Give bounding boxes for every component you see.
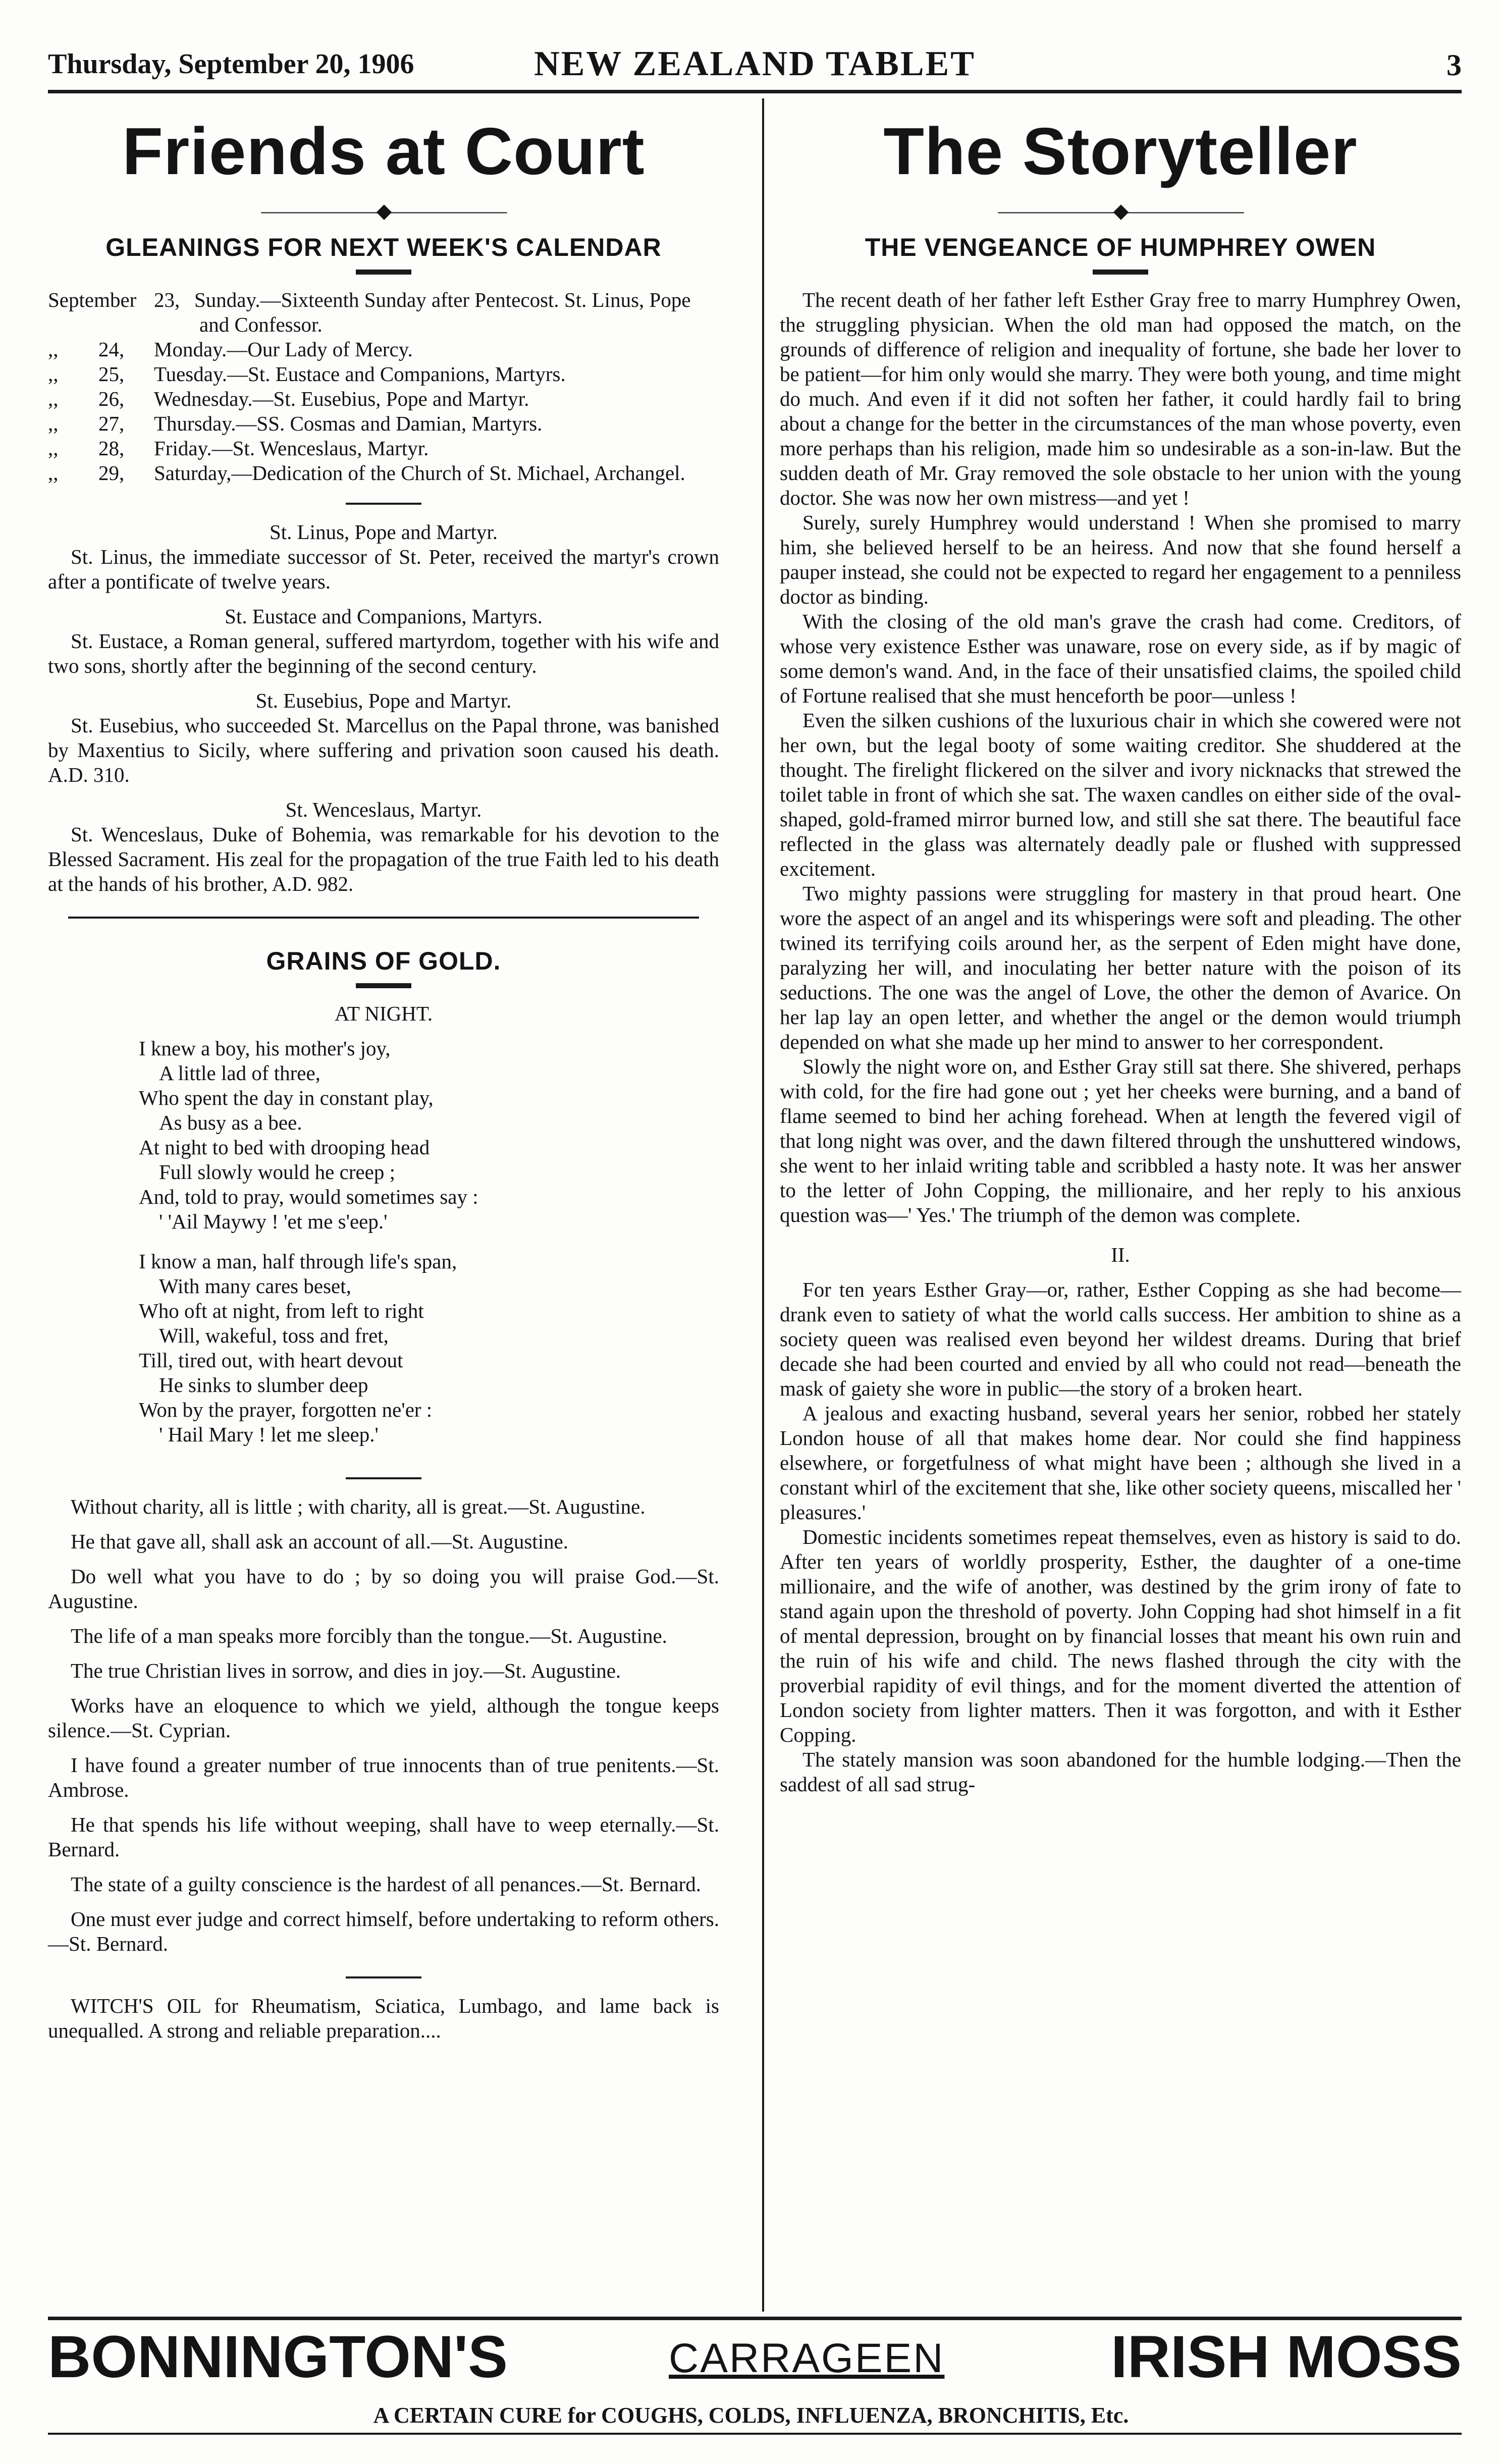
tagline-rule — [48, 2433, 1462, 2435]
poem-line: With many cares beset, — [159, 1274, 351, 1298]
story-paragraph: A jealous and exacting husband, several years her senior, robbed her stately London house of all that makes home dear. Nor could she find happiness elsewhere, or forgetfulness of what might have been ; although she lived in a constant whirl of the excitement that she, like other society queens, miscalled her ' pleasures.' — [780, 1402, 1461, 1524]
calendar-day: 26, — [98, 387, 125, 410]
poem-line: Full slowly would he creep ; — [159, 1160, 396, 1184]
story-paragraph: With the closing of the old man's grave the crash had come. Creditors, of whose very existence Esther was unaware, rose on every side, as if by magic of some demon's wand. And, in the face of their unsatisfied claims, the spoiled child of Fortune realised that she must henceforth be poor—unless ! — [780, 610, 1461, 707]
calendar-entry: Wednesday.—St. Eusebius, Pope and Martyr. — [154, 387, 529, 410]
storyteller-title: The Storyteller — [883, 114, 1358, 188]
story-title: THE VENGEANCE OF HUMPHREY OWEN — [865, 233, 1376, 261]
poem-line: Till, tired out, with heart devout — [139, 1349, 403, 1372]
poem-line: I know a man, half through life's span, — [139, 1250, 457, 1273]
saint-text: St. Linus, the immediate successor of St. Peter, received the martyr's crown after a pontificate of twelve years. — [48, 545, 719, 593]
quote-paragraph: I have found a greater number of true innocents than of true penitents.—St. Ambrose. — [48, 1753, 719, 1801]
section-rule — [68, 917, 699, 919]
poem-line: Who oft at night, from left to right — [139, 1299, 424, 1322]
poem-line: At night to bed with drooping head — [139, 1136, 430, 1159]
calendar-month-mark: ,, — [48, 387, 59, 410]
poem-line: As busy as a bee. — [159, 1111, 302, 1134]
calendar-entry: Thursday.—SS. Cosmas and Damian, Martyrs. — [154, 412, 543, 435]
calendar-month-mark: ,, — [48, 461, 59, 485]
poem-stanza — [139, 1036, 719, 1234]
friends-at-court-title: Friends at Court — [122, 114, 645, 188]
advert-product-carrageen: CARRAGEEN — [669, 2335, 945, 2381]
poem-line: Won by the prayer, forgotten ne'er : — [139, 1398, 433, 1421]
poem-title: AT NIGHT. — [334, 1002, 433, 1025]
calendar-row — [48, 411, 719, 436]
poem-line: ' Hail Mary ! let me sleep.' — [159, 1423, 379, 1446]
quote-paragraph: Works have an eloquence to which we yield, although the tongue keeps silence.—St. Cyprian. — [48, 1694, 719, 1742]
right-column — [780, 96, 1461, 1797]
calendar-entry: Monday.—Our Lady of Mercy. — [154, 338, 413, 361]
section-rule — [346, 503, 421, 505]
story-paragraph: For ten years Esther Gray—or, rather, Esther Copping as she had become—drank even to satiety of what the world calls success. Her ambition to shine as a society queen was realised even beyond her wildest dreams. During that brief decade she had been courted and envied by all who could not read—beneath the mask of gaiety she wore in public—the story of a broken heart. — [780, 1278, 1461, 1400]
calendar-month-mark: ,, — [48, 437, 59, 460]
calendar-day: 27, — [98, 412, 125, 435]
poem-line: I knew a boy, his mother's joy, — [139, 1037, 391, 1060]
story-paragraph: Even the silken cushions of the luxurious chair in which she cowered were not her own, but the legal booty of some waiting creditor. She shuddered at the thought. The firelight flickered on the silver and ivory nicknacks that strewed the toilet table in front of which she sat. The waxen candles on either side of the oval-shaped, gold-framed mirror burned low, and still she sat there. The beautiful face reflected in the glass was alternately deadly pale or flushed with suppressed excitement. — [780, 709, 1461, 880]
calendar-list — [48, 288, 719, 486]
header-rule — [48, 90, 1462, 93]
saint-text: St. Eustace, a Roman general, suffered martyrdom, together with his wife and two sons, shortly after the beginning of the second century. — [48, 629, 719, 677]
story-paragraph: Surely, surely Humphrey would understand ! When she promised to marry him, she believed herself to be an heiress. And now that she found herself a pauper instead, she could not be expected to regard her engagement to a penniless doctor as binding. — [780, 511, 1461, 608]
saint-text: St. Wenceslaus, Duke of Bohemia, was remarkable for his devotion to the Blessed Sacrament. His zeal for the propagation of the true Faith led to his death at the hands of his brother, A.D. 982. — [48, 823, 719, 895]
witchs-oil-advert: WITCH'S OIL for Rheumatism, Sciatica, Lumbago, and lame back is unequalled. A strong and reliable preparation.... — [48, 1994, 719, 2042]
saint-text: St. Eusebius, who succeeded St. Marcellus on the Papal throne, was banished by Maxentius to Sicily, where suffering and privation soon caused his death. A.D. 310. — [48, 714, 719, 786]
calendar-row — [48, 362, 719, 387]
advert-brand: BONNINGTON'S — [48, 2324, 508, 2390]
calendar-entry: Friday.—St. Wenceslaus, Martyr. — [154, 437, 429, 460]
footer-advert — [48, 2319, 1462, 2395]
quotes-list — [48, 1494, 719, 1956]
calendar-day: 29, — [98, 461, 125, 485]
calendar-entry: Saturday,—Dedication of the Church of St. Michael, Archangel. — [154, 461, 685, 485]
calendar-row — [48, 436, 719, 461]
ornament-rule: ——————◆—————— — [998, 199, 1243, 222]
publication-name: NEW ZEALAND TABLET — [534, 44, 976, 83]
calendar-row — [48, 461, 719, 486]
calendar-row — [48, 387, 719, 411]
issue-date: Thursday, September 20, 1906 — [48, 48, 414, 80]
calendar-month-mark: ,, — [48, 338, 59, 361]
story-paragraph: Slowly the night wore on, and Esther Gray still sat there. She shivered, perhaps with cold, for the fire had gone out ; yet her cheeks were burning, and a band of flame seemed to bind her aching forehead. When at length the fevered vigil of that long night was over, and the dawn filtered through the unshuttered windows, she went to her inlaid writing table and scribbled a hasty note. It was her answer to the letter of John Copping, the millionaire, and her reply to his anxious question was—' Yes.' The triumph of the demon was complete. — [780, 1055, 1461, 1226]
calendar-subtitle: GLEANINGS FOR NEXT WEEK'S CALENDAR — [105, 233, 662, 261]
story-paragraph: The recent death of her father left Esther Gray free to marry Humphrey Owen, the struggling physician. When the old man had opposed the match, on the grounds of difference of religion and inequality of fortune, she bade her lover to be patient—for him only would she marry. They were both young, and time might do much. And even if it did not soften her father, it could hardly fail to bring about a change for the better in the circumstances of the man whose poverty, even more perhaps than his religion, made him so undesirable as a son-in-law. But the sudden death of Mr. Gray removed the sole obstacle to her union with the young doctor. She was now her own mistress—and yet ! — [780, 288, 1461, 509]
part-heading: II. — [1111, 1243, 1130, 1266]
poem-stanza — [139, 1249, 719, 1447]
section-rule — [346, 1477, 421, 1479]
quote-paragraph: Do well what you have to do ; by so doing you will praise God.—St. Augustine. — [48, 1565, 719, 1613]
left-column — [48, 96, 719, 2043]
saint-heading: St. Eusebius, Pope and Martyr. — [255, 689, 512, 712]
short-dash — [356, 270, 411, 275]
calendar-entry: Tuesday.—St. Eustace and Companions, Martyrs. — [154, 362, 566, 386]
story-part-2 — [780, 1277, 1461, 1797]
calendar-day: 23, — [154, 288, 180, 311]
advert-product-irish-moss: IRISH MOSS — [1111, 2324, 1462, 2390]
story-paragraph: Domestic incidents sometimes repeat themselves, even as history is said to do. After ten years of worldly prosperity, Esther, the daughter of a one-time millionaire, and the wife of another, was destined by the grim irony of fate to stand again upon the threshold of poverty. John Copping had shot himself in a fit of mental depression, brought on by financial losses that meant his own ruin and the ruin of his wife and child. The news flashed through the city with the proverbial rapidity of evil things, and for the moment diverted the attention of London society from lighter matters. Then it was forgotton, and with it Esther Copping. — [780, 1525, 1461, 1746]
quote-paragraph: He that spends his life without weeping, shall have to weep eternally.—St. Bernard. — [48, 1813, 719, 1861]
saint-heading: St. Linus, Pope and Martyr. — [269, 520, 498, 544]
poem-line: Will, wakeful, toss and fret, — [159, 1324, 389, 1347]
saints-section — [48, 520, 719, 896]
calendar-row — [48, 337, 719, 362]
quote-paragraph: Without charity, all is little ; with charity, all is great.—St. Augustine. — [71, 1495, 646, 1518]
poem-line: He sinks to slumber deep — [159, 1373, 368, 1397]
calendar-day: 24, — [98, 338, 125, 361]
calendar-month-mark: ,, — [48, 362, 59, 386]
poem-line: And, told to pray, would sometimes say : — [139, 1185, 478, 1208]
running-header — [48, 44, 1462, 88]
poem-line: A little lad of three, — [159, 1061, 320, 1085]
story-part-1 — [780, 288, 1461, 1227]
quote-paragraph: The true Christian lives in sorrow, and dies in joy.—St. Augustine. — [71, 1659, 621, 1682]
story-paragraph: Two mighty passions were struggling for mastery in that proud heart. One wore the aspect of an angel and its whisperings were soft and pleading. The other twined its terrifying coils around her, as the serpent of Eden might have done, paralyzing her will, and inoculating her better nature with the poison of its seductions. The one was the angel of Love, the other the demon of Avarice. On her lap lay an open letter, and whether the angel or the demon would triumph depended on what she made up her mind to answer to her correspondent. — [780, 882, 1461, 1053]
short-dash — [356, 983, 411, 988]
grains-of-gold-title: GRAINS OF GOLD. — [266, 947, 501, 975]
short-dash — [1093, 270, 1148, 275]
quote-paragraph: He that gave all, shall ask an account of all.—St. Augustine. — [71, 1530, 569, 1553]
calendar-row — [48, 288, 719, 337]
story-paragraph: The stately mansion was soon abandoned for the humble lodging.—Then the saddest of all sad strug- — [780, 1748, 1461, 1796]
calendar-month-mark: September — [48, 288, 137, 311]
saint-heading: St. Wenceslaus, Martyr. — [285, 798, 482, 821]
saint-heading: St. Eustace and Companions, Martyrs. — [225, 605, 543, 628]
section-rule — [346, 1976, 421, 1978]
calendar-entry: Sunday.—Sixteenth Sunday after Pentecost. St. Linus, Pope and Confessor. — [194, 288, 691, 336]
calendar-month-mark: ,, — [48, 412, 59, 435]
column-divider — [762, 98, 764, 2312]
quote-paragraph: The state of a guilty conscience is the hardest of all penances.—St. Bernard. — [71, 1872, 701, 1896]
poem-line: Who spent the day in constant play, — [139, 1086, 434, 1109]
quote-paragraph: The life of a man speaks more forcibly than the tongue.—St. Augustine. — [71, 1624, 667, 1647]
advert-tagline: A CERTAIN CURE for COUGHS, COLDS, INFLUENZA, BRONCHITIS, Etc. — [373, 2403, 1129, 2428]
calendar-day: 25, — [98, 362, 125, 386]
poem-line: ' 'Ail Maywy ! 'et me s'eep.' — [159, 1210, 388, 1233]
calendar-day: 28, — [98, 437, 125, 460]
quote-paragraph: One must ever judge and correct himself, before undertaking to reform others.—St. Bernard. — [48, 1907, 719, 1955]
ornament-rule: ——————◆—————— — [261, 199, 506, 222]
page-number: 3 — [1446, 48, 1462, 82]
